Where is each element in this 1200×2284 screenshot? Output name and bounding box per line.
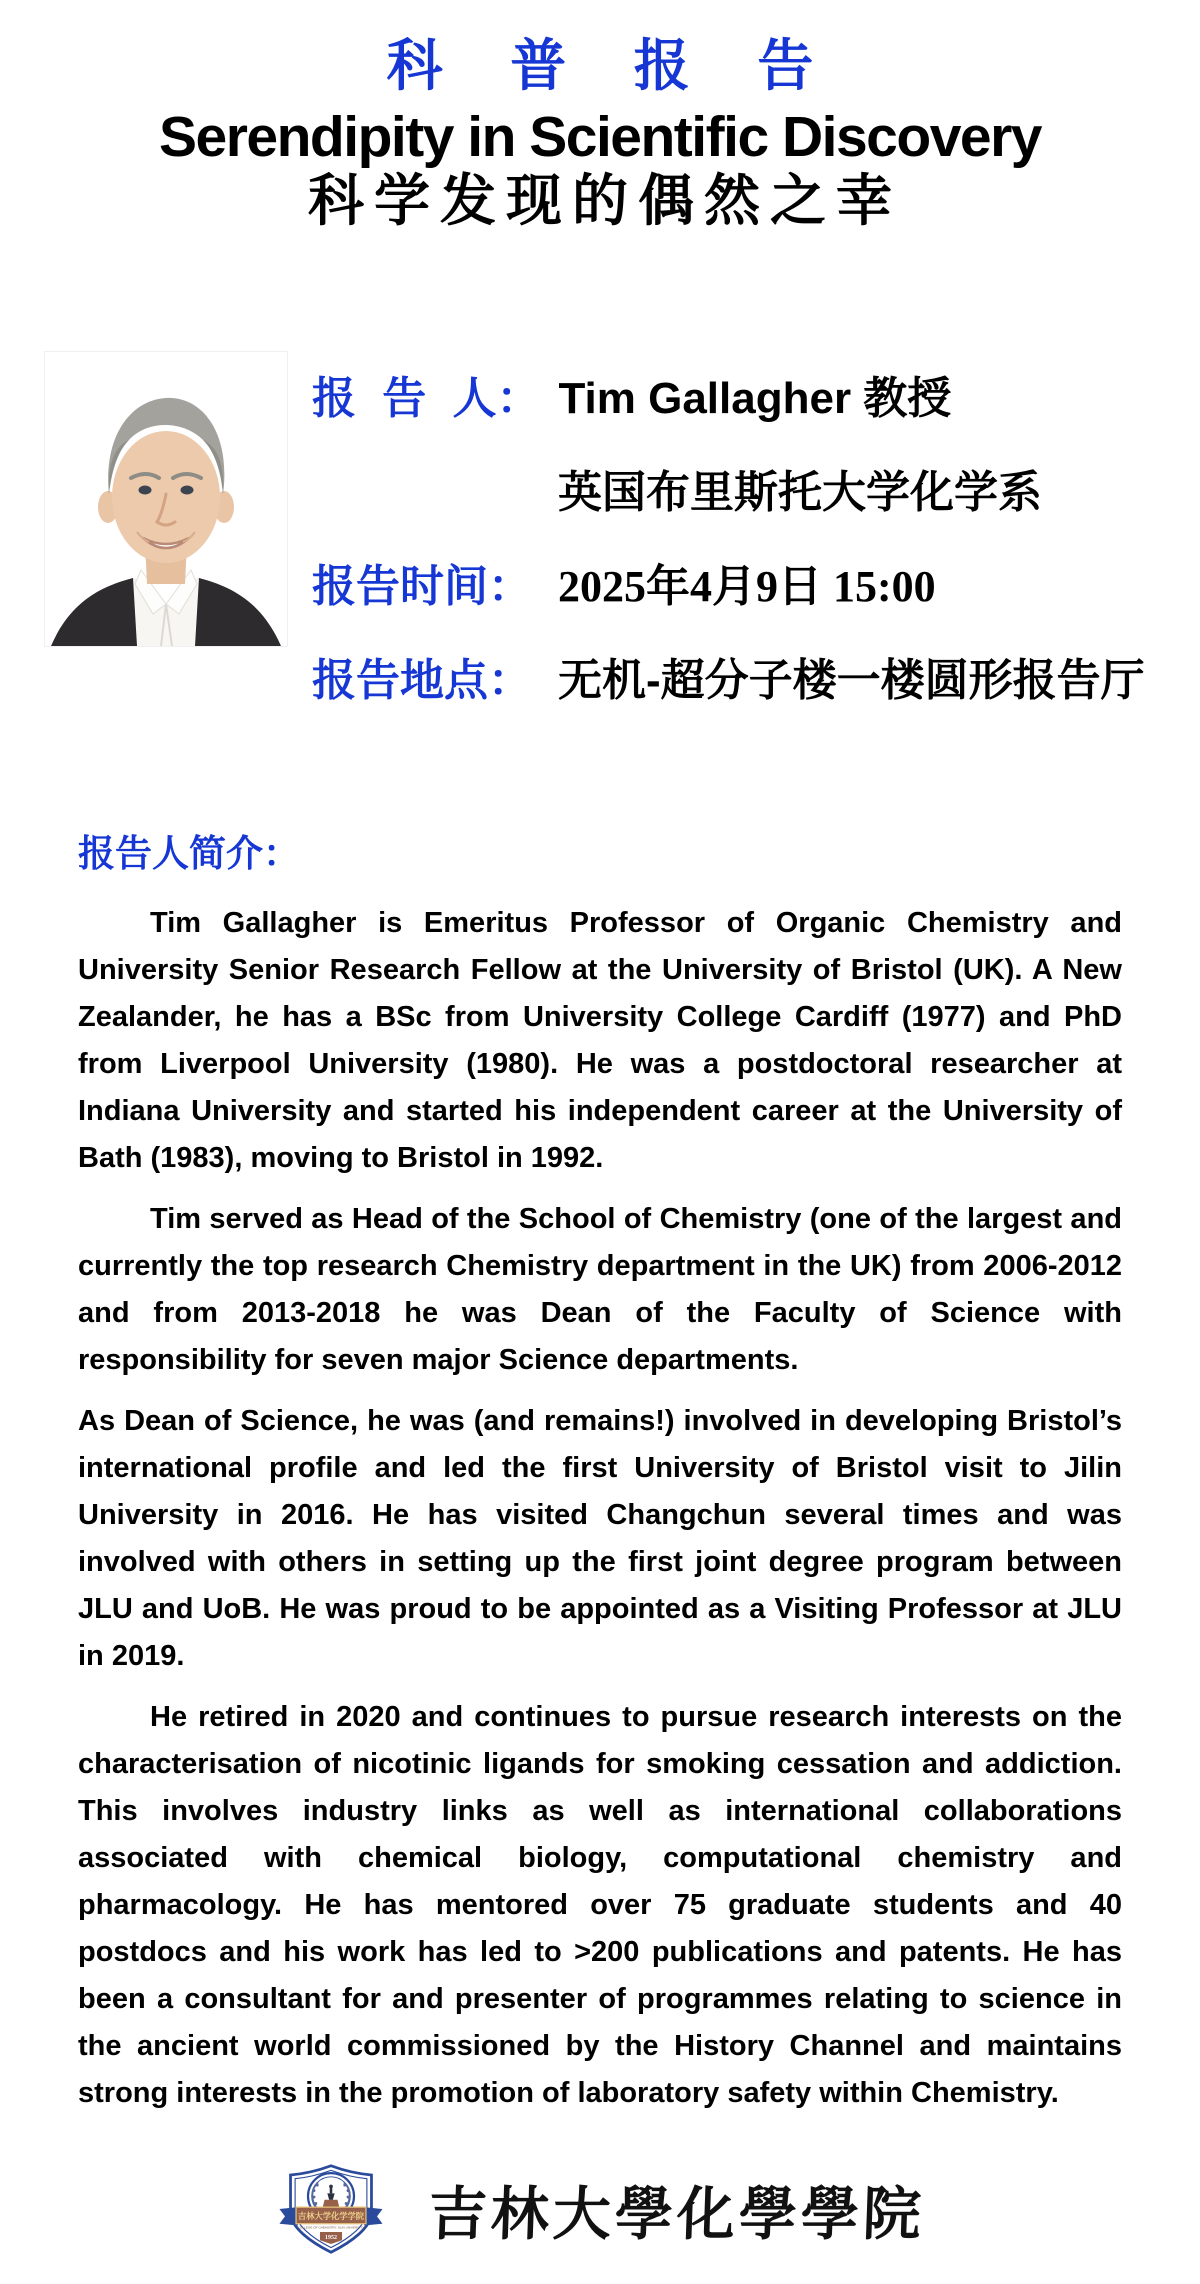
university-college-logo [275,2163,387,2255]
logo-band-text: 吉林大学化学学院 [297,2212,365,2222]
bio-paragraph: He retired in 2020 and continues to pursue research interests on the characterisation of nicotinic ligands for smoking cessation and addiction. This involves industry links as well as international collaborations associated with chemical biology, computational chemistry and pharmacology. He has mentored over 75 graduate students and 40 postdocs and his work has led to >200 publications and patents. He has been a consultant for and presenter of programmes relating to science in the ancient world commissioned by the History Channel and maintains strong interests in the promotion of laboratory safety within Chemistry. [78,1701,1122,2109]
lecture-title-chinese: 科学发现的偶然之幸 [308,169,902,232]
lecture-poster [0,34,1200,2284]
footer [0,2163,1200,2255]
speaker-info-list [312,352,1145,738]
bio-heading: 报告人简介： [78,833,300,874]
lecture-time-value: 2025年4月9日 15:00 [558,562,936,611]
info-row-time [312,550,1145,614]
speaker-label: 报 告 人： [312,374,541,423]
venue-label: 报告地点： [312,656,532,705]
lecture-venue-value: 无机-超分子楼一楼圆形报告厅 [558,656,1145,705]
bio-paragraph: Tim Gallagher is Emeritus Professor of Organic Chemistry and University Senior Research Fellow at the University of Bristol (UK). A New Zealander, he has a BSc from University College Cardiff (1977) and PhD from Liverpool University (1980). He was a postdoctoral researcher at Indiana University and started his independent career at the University of Bath (1983), moving to Bristol in 1992. [78,907,1122,1174]
bio-paragraph: As Dean of Science, he was (and remains!) involved in developing Bristol’s international profile and led the first University of Bristol visit to Jilin University in 2016. He has visited Changchun several times and was involved with others in setting up the first joint degree program between JLU and UoB. He was proud to be appointed as a Visiting Professor at JLU in 2019. [78,1405,1122,1672]
info-row-venue [312,644,1145,708]
college-name-calligraphy: 吉林大學化學學院 [427,2180,927,2248]
logo-subtext: COLLEGE OF CHEMISTRY JILIN UNIVERSITY [297,2225,365,2230]
category-title: 科 普 报 告 [386,34,840,97]
speaker-photo [45,352,287,646]
speaker-section [45,352,1200,738]
speaker-affiliation-value: 英国布里斯托大学化学系 [558,468,1042,517]
lecture-title-english: Serendipity in Scientific Discovery [159,105,1041,169]
speaker-portrait-illustration [45,352,287,646]
bio-paragraph: Tim served as Head of the School of Chemistry (one of the largest and currently the top research Chemistry department in the UK) from 2006-2012 and from 2013-2018 he was Dean of the Faculty of Science with responsibility for seven major Science departments. [78,1203,1122,1376]
info-row-speaker [312,362,1145,426]
time-label: 报告时间： [312,562,532,611]
speaker-name-value: Tim Gallagher 教授 [558,374,952,423]
speaker-bio-section [78,830,1122,2117]
info-row-affiliation [312,456,1145,520]
logo-year: 1952 [325,2234,337,2241]
